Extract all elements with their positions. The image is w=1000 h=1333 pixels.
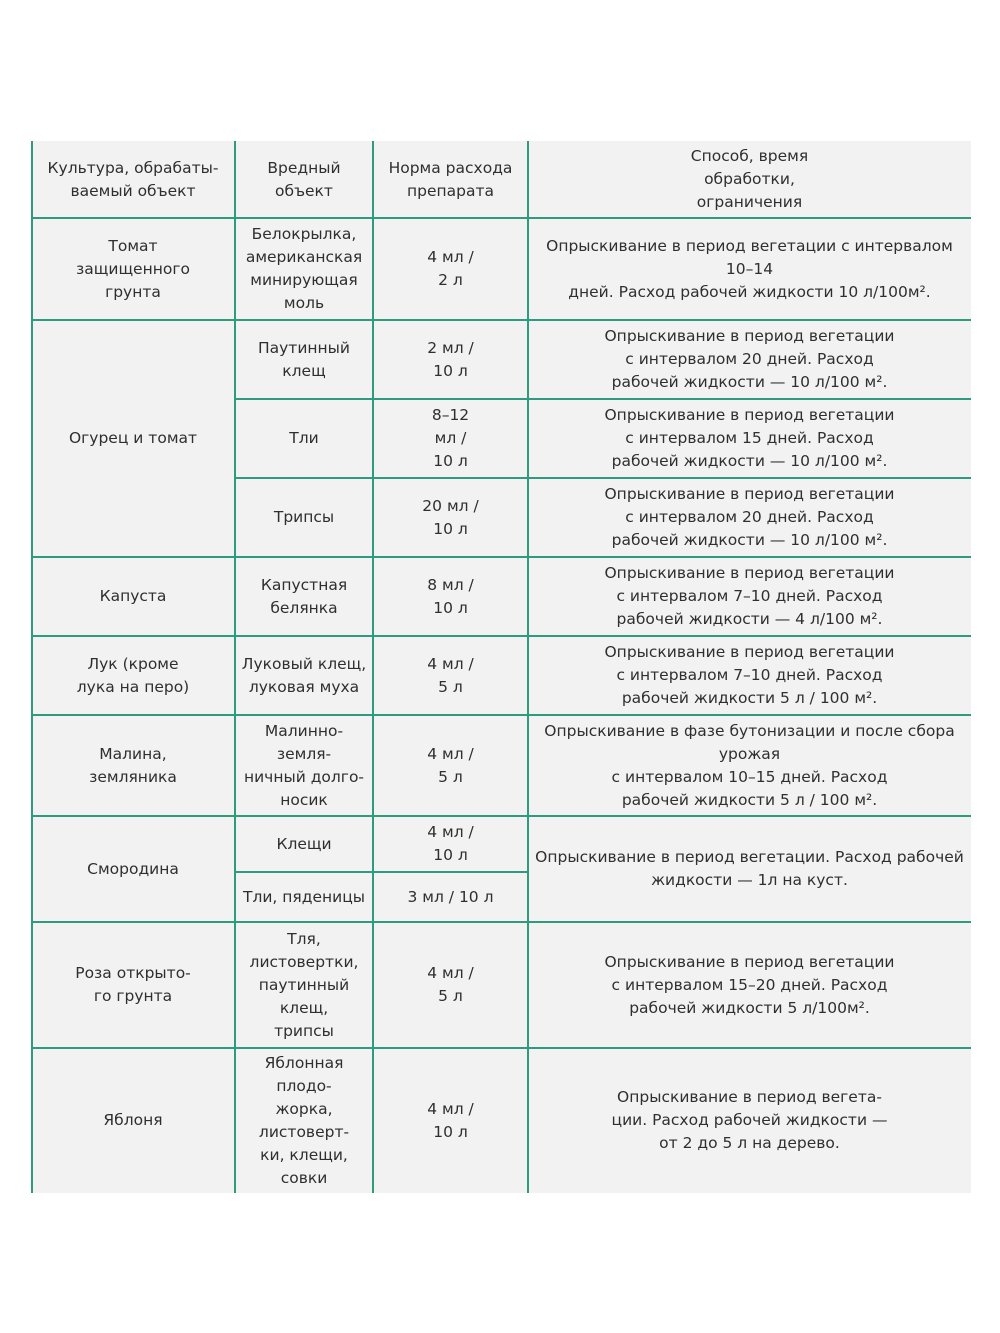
- grid-line: [31, 815, 971, 817]
- header-pest: Вредный объект: [267, 158, 341, 200]
- pest-cell: Яблонная плодо- жорка, листоверт- ки, клещи, совки: [258, 1053, 350, 1187]
- pest-cell: Трипсы: [273, 508, 335, 526]
- pest-cell: Тли: [289, 429, 319, 447]
- crop-cell: Смородина: [87, 859, 179, 878]
- rate-cell: 3 мл / 10 л: [407, 887, 494, 906]
- rate-cell: 4 мл / 10 л: [427, 1099, 474, 1141]
- rate-cell: 8 мл / 10 л: [427, 575, 474, 617]
- grid-line: [31, 714, 971, 716]
- header-crop: Культура, обрабаты- ваемый объект: [47, 158, 219, 200]
- pest-cell: Белокрылка, американская минирующая моль: [245, 225, 363, 312]
- pest-cell: Малинно- земля- ничный долго- носик: [243, 721, 365, 809]
- crop-cell: Яблоня: [103, 1111, 163, 1129]
- pest-cell: Тли, пяденицы: [242, 887, 365, 906]
- header-method: Способ, время обработки, ограничения: [690, 147, 809, 211]
- grid-line: [372, 141, 374, 1193]
- rate-cell: 4 мл / 5 л: [427, 964, 474, 1005]
- rate-cell: 8–12 мл / 10 л: [431, 406, 470, 470]
- crop-cell: Томат защищенного грунта: [76, 236, 190, 301]
- rate-cell: 4 мл / 5 л: [427, 744, 474, 786]
- header-rate: Норма расхода препарата: [388, 158, 513, 200]
- grid-line: [235, 477, 971, 479]
- grid-line: [527, 141, 529, 1193]
- grid-line: [235, 398, 971, 400]
- method-cell: Опрыскивание в период вегетации с интервалом 20 дней. Расход рабочей жидкости — 10 л/100 м².: [604, 485, 895, 549]
- pest-cell: Тля, листовертки, паутинный клещ, трипсы: [249, 929, 359, 1040]
- crop-cell: Огурец и томат: [68, 429, 198, 447]
- method-cell: Опрыскивание в период вегетации с интервалом 15–20 дней. Расход рабочей жидкости 5 л/100м².: [604, 952, 895, 1017]
- method-cell: Опрыскивание в период вегета- ции. Расход рабочей жидкости — от 2 до 5 л на дерево.: [611, 1088, 888, 1152]
- rate-cell: 2 мл / 10 л: [427, 338, 474, 380]
- grid-line: [234, 141, 236, 1193]
- grid-line: [31, 635, 971, 637]
- grid-line: [31, 921, 971, 923]
- method-cell: Опрыскивание в период вегетации с интервалом 10–14 дней. Расход рабочей жидкости 10 л/100м².: [546, 236, 953, 301]
- grid-line: [31, 556, 971, 558]
- pesticide-usage-table: [31, 141, 971, 1193]
- method-cell: Опрыскивание в период вегетации с интервалом 7–10 дней. Расход рабочей жидкости 5 л / 100 м².: [604, 643, 895, 707]
- rate-cell: 20 мл / 10 л: [422, 496, 479, 538]
- method-cell: Опрыскивание в период вегетации с интервалом 20 дней. Расход рабочей жидкости — 10 л/100 м².: [604, 327, 895, 391]
- method-cell: Опрыскивание в фазе бутонизации и после сбора урожая с интервалом 10–15 дней. Расход рабочей жидкости 5 л / 100 м².: [544, 721, 955, 809]
- crop-cell: Лук (кроме лука на перо): [76, 654, 190, 696]
- rate-cell: 4 мл / 5 л: [427, 654, 474, 696]
- rate-cell: 4 мл / 2 л: [427, 248, 474, 289]
- grid-line: [31, 1047, 971, 1049]
- crop-cell: Малина, земляника: [89, 744, 177, 786]
- rate-cell: 4 мл / 10 л: [427, 823, 474, 864]
- pest-cell: Луковый клещ, луковая муха: [241, 654, 367, 696]
- grid-line: [31, 141, 33, 1193]
- grid-line: [31, 217, 971, 219]
- crop-cell: Роза открыто- го грунта: [75, 964, 191, 1005]
- pest-cell: Паутинный клещ: [257, 338, 350, 380]
- pest-cell: Капустная белянка: [260, 575, 348, 617]
- method-cell: Опрыскивание в период вегетации с интервалом 7–10 дней. Расход рабочей жидкости — 4 л/100 м².: [604, 564, 895, 628]
- method-cell: Опрыскивание в период вегетации с интервалом 15 дней. Расход рабочей жидкости — 10 л/100 м².: [604, 406, 895, 470]
- pest-cell: Клещи: [276, 834, 332, 853]
- method-cell: Опрыскивание в период вегетации. Расход рабочей жидкости — 1л на куст.: [535, 848, 964, 889]
- grid-line: [31, 319, 971, 321]
- crop-cell: Капуста: [99, 587, 167, 605]
- grid-line: [235, 871, 528, 873]
